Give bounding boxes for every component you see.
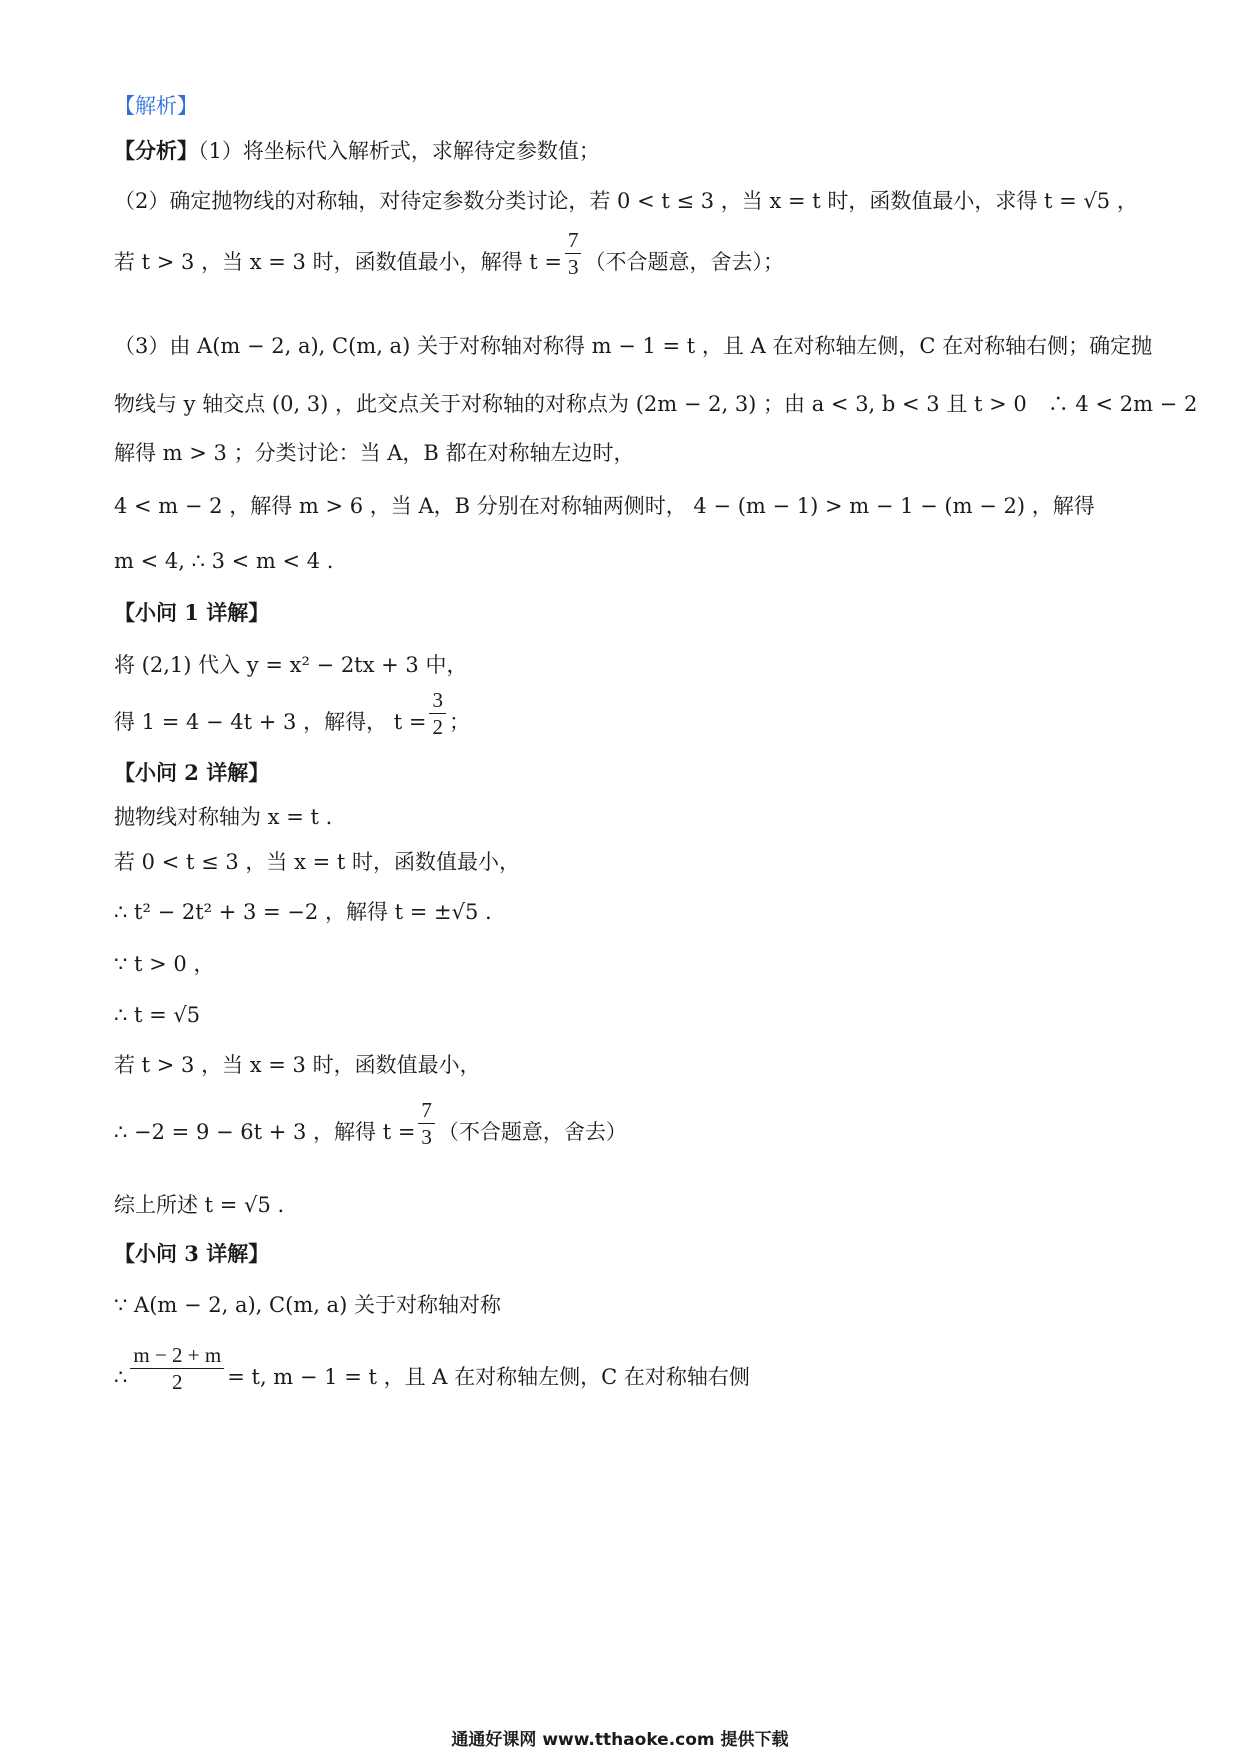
q1-label: 【小问 1 详解】: [114, 600, 270, 625]
fraction-numerator: 3: [432, 688, 443, 712]
q2-line-3: ∴ t² − 2t² + 3 = −2 ，解得 t = ±√5 .: [114, 900, 492, 924]
q2-line-1: 抛物线对称轴为 x = t .: [114, 805, 333, 829]
analysis-p3-b: 物线与 y 轴交点 (0, 3) ，此交点关于对称轴的对称点为 (2m − 2, 3) ；由 a < 3, b < 3 且 t > 0 ∴ 4 < 2m − 2: [114, 392, 1198, 416]
analysis-line-1: [114, 136, 1126, 166]
fraction-denominator: 2: [429, 713, 446, 740]
fraction-numerator: 7: [421, 1098, 432, 1122]
q3-line-2-text: = t, m − 1 = t ，且 A 在对称轴左侧，C 在对称轴右侧: [227, 1365, 750, 1389]
fraction-numerator: 7: [567, 228, 579, 252]
analysis-p2-a: （2）确定抛物线的对称轴，对待定参数分类讨论，若 0 < t ≤ 3 ，当 x = t 时，函数值最小，求得 t = √5 ，: [114, 189, 1138, 213]
q3-line-1: ∵ A(m − 2, a), C(m, a) 关于对称轴对称: [114, 1293, 501, 1317]
q2-line-7-text: ∴ −2 = 9 − 6t + 3 ，解得 t =: [114, 1120, 416, 1144]
q2-line-6: 若 t > 3 ，当 x = 3 时，函数值最小，: [114, 1053, 481, 1077]
section-title: 【解析】: [114, 94, 198, 118]
q1-line-1: 将 (2,1) 代入 y = x² − 2tx + 3 中，: [114, 653, 468, 677]
fraction: [429, 687, 446, 740]
analysis-p2-b-text: 若 t > 3 ，当 x = 3 时，函数值最小，解得 t =: [114, 250, 562, 274]
analysis-p3-e: m < 4, ∴ 3 < m < 4 .: [114, 549, 334, 573]
fraction: [565, 227, 582, 280]
q3-line-2-therefore: ∴: [114, 1365, 128, 1389]
analysis-p3-c: 解得 m > 3 ；分类讨论：当 A，B 都在对称轴左边时，: [114, 441, 635, 465]
q2-line-2: 若 0 < t ≤ 3 ，当 x = t 时，函数值最小，: [114, 850, 520, 874]
q2-line-7: [114, 1098, 1126, 1150]
fraction: [130, 1342, 224, 1395]
fraction-numerator: m − 2 + m: [133, 1343, 222, 1367]
q2-line-7-note: （不合题意，舍去）: [437, 1120, 627, 1144]
q2-line-8: 综上所述 t = √5 .: [114, 1193, 285, 1217]
q3-label: 【小问 3 详解】: [114, 1241, 270, 1266]
q1-line-2-end: ；: [448, 710, 470, 734]
analysis-p3-d: 4 < m − 2 ，解得 m > 6 ，当 A，B 分别在对称轴两侧时， 4 − (m − 1) > m − 1 − (m − 2) ，解得: [114, 494, 1095, 518]
fraction: [418, 1097, 435, 1150]
q1-line-2-text: 得 1 = 4 − 4t + 3 ，解得， t =: [114, 710, 427, 734]
analysis-p1: （1）将坐标代入解析式，求解待定参数值；: [198, 139, 600, 163]
q2-label: 【小问 2 详解】: [114, 760, 270, 785]
fraction-denominator: 3: [418, 1123, 435, 1150]
analysis-p2-b: [114, 228, 1126, 280]
fraction-denominator: 3: [565, 253, 582, 280]
fraction-denominator: 2: [130, 1368, 224, 1395]
analysis-p3-a: （3）由 A(m − 2, a), C(m, a) 关于对称轴对称得 m − 1 = t ，且 A 在对称轴左侧，C 在对称轴右侧；确定抛: [114, 334, 1153, 358]
page-footer: 通通好课网 www.tthaoke.com 提供下载: [451, 1730, 789, 1750]
q2-line-4: ∵ t > 0 ，: [114, 952, 215, 976]
q2-line-5: ∴ t = √5: [114, 1003, 201, 1027]
q3-line-2: [114, 1343, 1126, 1395]
q1-line-2: [114, 688, 1126, 740]
analysis-label: 【分析】: [114, 138, 198, 163]
analysis-p2-b-note: （不合题意，舍去）；: [584, 250, 784, 274]
